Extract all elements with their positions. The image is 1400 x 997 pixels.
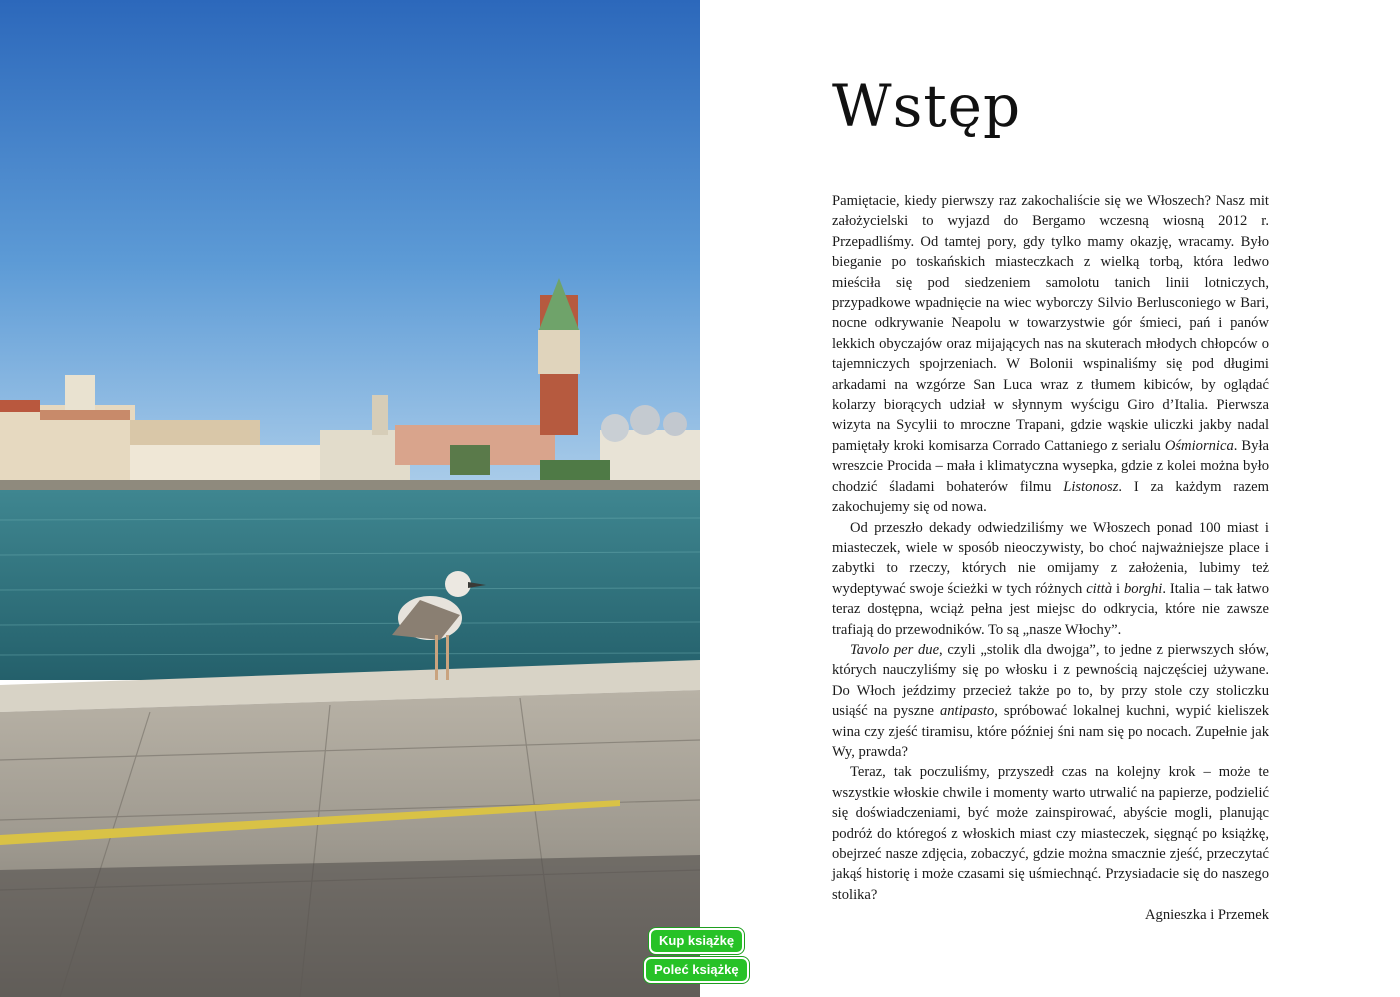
paragraph-1 [832,191,1269,518]
paragraph-1-em-a: Ośmiornica [1164,437,1234,454]
paragraph-3-em-b: antipasto [939,703,995,720]
page-title: Wstęp [832,72,1022,140]
signature: Agnieszka i Przemek [1144,907,1269,924]
paragraph-1-text-a: Pamiętacie, kiedy pierwszy raz zakochaliście się we Włoszech? Nasz mit założycielski to wyjazd do Bergamo wczesną wiosną 2012 r. Przepadliśmy. Od tamtej pory, gdy tylko mamy okazję, wracamy. Było bieganie po toskańskich miasteczkach z wielką torbą, która ledwo mieściła się pod siedzeniem samolotu tanich linii lotniczych, przypadkowe wpadnięcie na wiec wyborczy Silvio Berlusconiego w Bari, nocne odkrywanie Neapolu w towarzystwie gór śmieci, pań i panów lekkich obyczajów oraz mijających nas na skuterach młodych chłopców o tajemniczych spojrzeniach. W Bolonii wspinaliśmy się pod długimi arkadami na wzgórze San Luca wraz z tłumem kibiców, by oglądać kolarzy biorących udział w słynnym wyścigu Giro d’Italia. Pierwsza wizyta na Sycylii to mroczne Trapani, gdzie wąskie uliczki jakby nadal pamiętały kroki komisarza Corrado Cattaniego z serialu [832,193,1269,454]
paragraph-2 [832,518,1269,640]
paragraph-1-text-c: . I za każdym razem zakochujemy się od nowa. [832,478,1269,516]
paragraph-4: Teraz, tak poczuliśmy, przyszedł czas na kolejny krok – może te wszystkie włoskie chwile i momenty warto utrwalić na papierze, podzielić się doświadczeniami, być może zainspirować, abyście mogli, planując podróż do któregoś z włoskich miast czy miasteczek, sięgnąć po książkę, obejrzeć nasze zdjęcia, zobaczyć, gdzie można smacznie zjeść, przeczytać jakąś historię i może czasami się uśmiechnąć. Przysiadacie się do naszego stolika? [832,764,1269,903]
paragraph-3-text-b: , spróbować lokalnej kuchni, wypić kieliszek wina czy zjeść tiramisu, które później śni nam się po nocach. Zupełnie jak Wy, prawda? [832,703,1269,760]
paragraph-3-text-a: , czyli „stolik dla dwojga”, to jedne z pierwszych słów, których nauczyliśmy się po włosku i z pewnością najczęściej używane. Do Włoch jeździmy przecież także po to, by przy stole czy stoliczku usiąść na pyszne [832,641,1269,720]
paragraph-3 [832,640,1269,762]
body-text [832,191,1269,926]
shadow [0,855,700,997]
buy-book-button[interactable]: Kup książkę [649,928,744,954]
paragraph-1-text-b: . Była wreszcie Procida – mała i klimatyczna wysepka, gdzie z kolei można było chodzić śladami bohaterów filmu [832,437,1269,495]
paragraph-2-text-c: . Italia – tak łatwo teraz dostępna, wciąż pełna jest miejsc do odkrycia, które nie zawsze trafiają do przewodników. To są „nasze Włochy”. [832,580,1269,638]
recommend-book-button[interactable]: Poleć książkę [644,957,749,983]
paragraph-1-em-b: Listonosz [1063,478,1119,495]
text-page [700,0,1400,997]
paragraph-3-em-a: Tavolo per due [850,641,940,658]
paragraph-2-text-a: Od przeszło dekady odwiedziliśmy we Włoszech ponad 100 miast i miasteczek, wiele w sposób nieoczywisty, bo choć najważniejsze place i zabytki to rzeczy, których nie omijamy z założenia, lubimy też wydeptywać swoje ścieżki w tych różnych [832,519,1269,597]
paragraph-2-em-b: borghi [1123,580,1163,597]
paragraph-2-em-a: città [1086,580,1113,597]
paragraph-2-text-b: i [1112,580,1124,597]
